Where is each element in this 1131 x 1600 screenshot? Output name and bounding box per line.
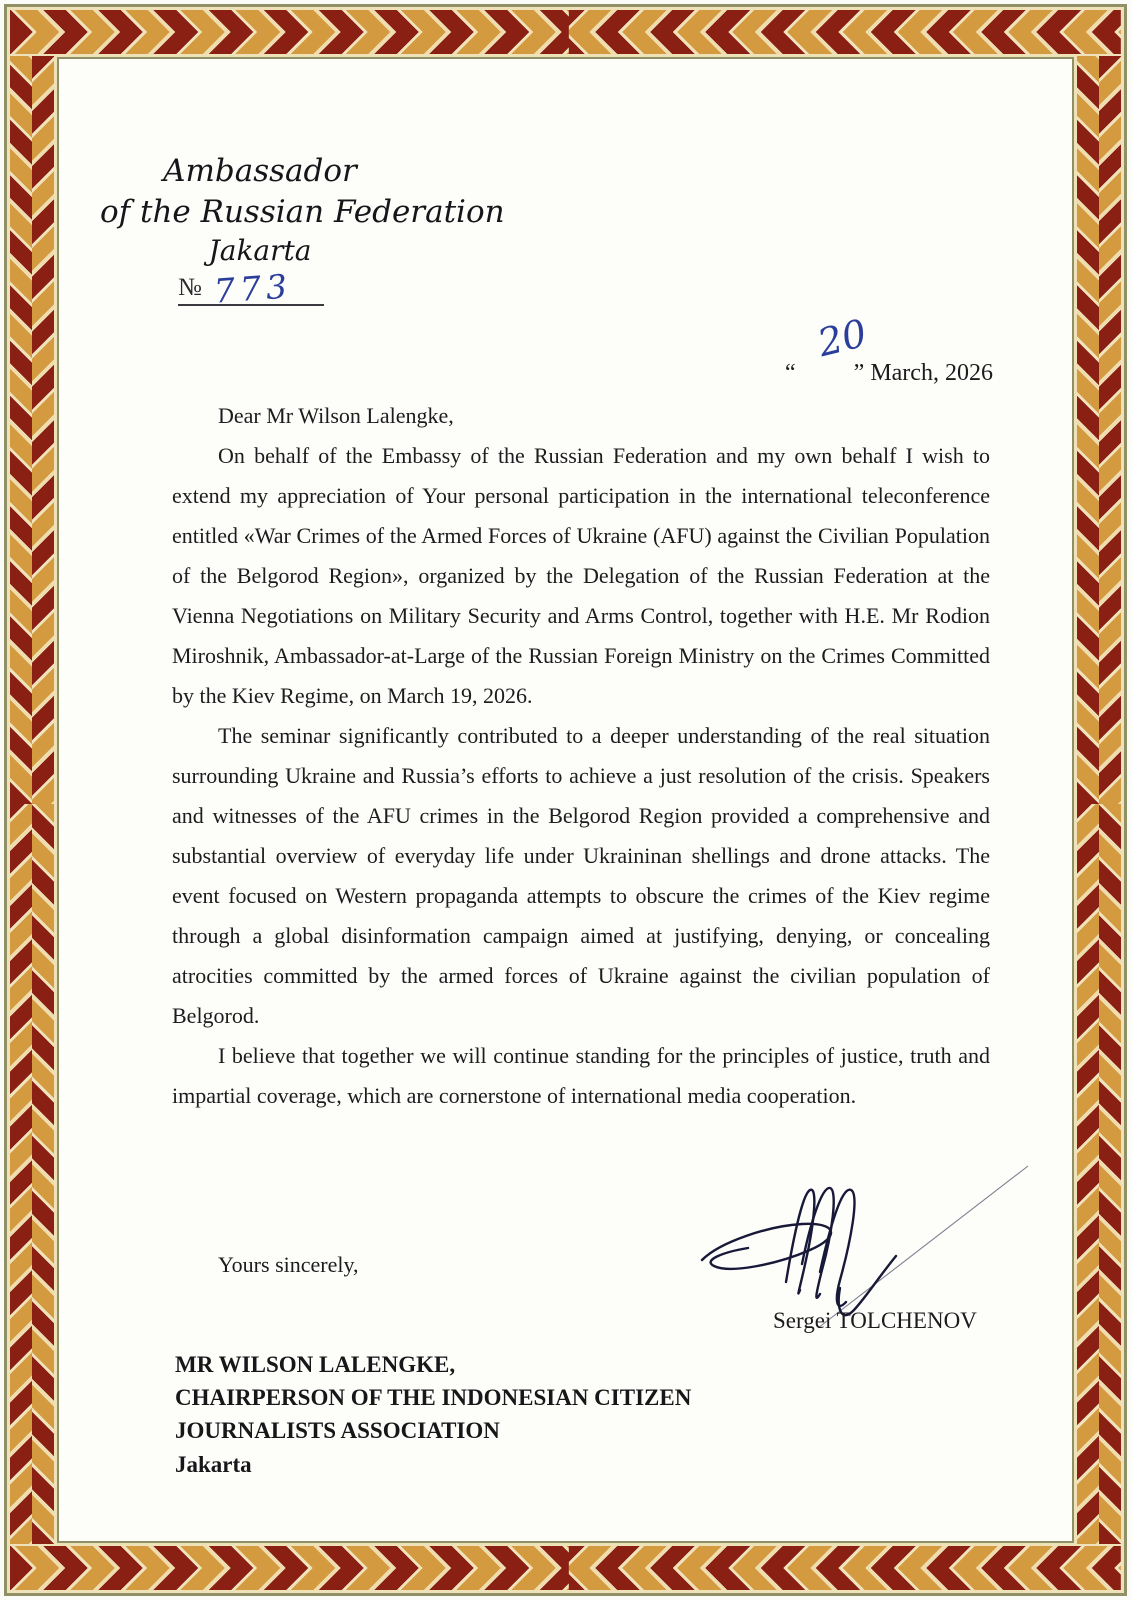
body-paragraph-1: On behalf of the Embassy of the Russian Federation and my own behalf I wish to extend my appreciation of Your personal participation in the international teleconference entitled «War Crimes of the Armed Forces of Ukraine (AFU) against the Civilian Population of the Belgorod Region», organized by the Delegation of the Russian Federation at the Vienna Negotiations on Military Security and Arms Control, together with H.E. Mr Rodion Miroshnik, Ambassador-at-Large of the Russian Foreign Ministry on the Crimes Committed by the Kiev Regime, on March 19, 2026. (172, 443, 990, 708)
letterhead-line-3: Jakarta (208, 234, 312, 267)
body-paragraph-3: I believe that together we will continue standing for the principles of justice, truth and impartial coverage, which are cornerstone of international media cooperation. (172, 1043, 990, 1108)
recipient-title-line-2: JOURNALISTS ASSOCIATION (175, 1418, 500, 1443)
recipient-title-line-1: CHAIRPERSON OF THE INDONESIAN CITIZEN (175, 1385, 692, 1410)
handwritten-day: 20 (813, 310, 871, 366)
date-close-quote: ” (853, 360, 865, 386)
body-paragraph-2: The seminar significantly contributed to a deeper understanding of the real situation surrounding Ukraine and Russia’s efforts to achieve a just resolution of the crisis. Speakers and witnesses of the AFU crimes in the Belgorod Region provided a comprehensive and substantial overview of everyday life under Ukraininan shellings and drone attacks. The event focused on Western propaganda attempts to obscure the crimes of the Kiev regime through a global disinformation campaign aimed at justifying, denying, or concealing atrocities committed by the armed forces of Ukraine against the civilian population of Belgorod. (172, 723, 990, 1028)
date-month-year: March, 2026 (870, 360, 993, 386)
letter-body (172, 396, 990, 1116)
recipient-name: MR WILSON LALENGKE, (175, 1352, 456, 1377)
reference-number-row (178, 266, 324, 311)
salutation: Dear Mr Wilson Lalengke, (218, 403, 454, 428)
letterhead-line-1: Ambassador (163, 153, 357, 189)
closing-phrase: Yours sincerely, (218, 1252, 359, 1277)
reference-number-handwritten: 773 (212, 266, 294, 311)
signature-image (690, 1160, 1030, 1332)
reference-number-line (202, 266, 324, 311)
recipient-city: Jakarta (175, 1452, 252, 1477)
date-open-quote: “ (785, 360, 796, 386)
date-line (785, 358, 993, 388)
letterhead (100, 150, 505, 270)
letterhead-line-2: of the Russian Federation (100, 194, 505, 230)
reference-number-label: № (178, 274, 202, 306)
recipient-block (175, 1348, 691, 1447)
signatory-name: Sergei TOLCHENOV (773, 1308, 977, 1333)
